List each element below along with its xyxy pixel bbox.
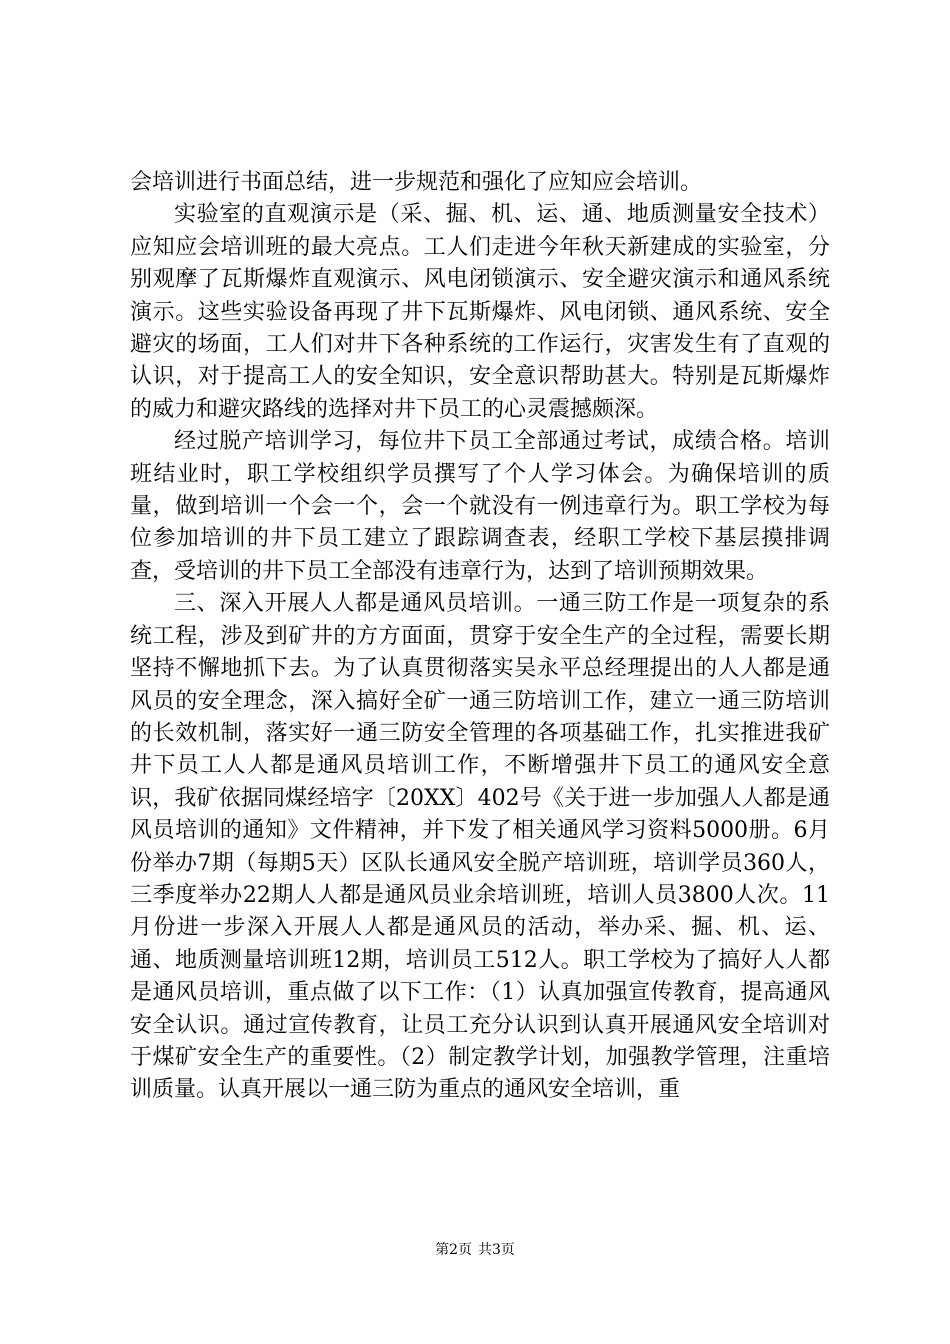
page-footer [0, 1240, 950, 1260]
paragraph-1: 会培训进行书面总结，进一步规范和强化了应知应会培训。 [130, 170, 703, 195]
document-body [130, 167, 830, 1107]
page-total: 共3页 [478, 1242, 515, 1258]
paragraph-3: 经过脱产培训学习，每位井下员工全部通过考试，成绩合格。培训班结业时，职工学校组织学员撰写了个人学习体会。为确保培训的质量，做到培训一个会一个，会一个就没有一例违章行为。职工学校为每位参加培训的井下员工建立了跟踪调查表，经职工学校下基层摸排调查，受培训的井下员工全部没有违章行为，达到了培训预期效果。 [130, 429, 830, 584]
page-number: 第2页 [435, 1242, 472, 1258]
paragraph-2: 实验室的直观演示是（采、掘、机、运、通、地质测量安全技术）应知应会培训班的最大亮点。工人们走进今年秋天新建成的实验室，分别观摩了瓦斯爆炸直观演示、风电闭锁演示、安全避灾演示和通风系统演示。这些实验设备再现了井下瓦斯爆炸、风电闭锁、通风系统、安全避灾的场面，工人们对井下各种系统的工作运行，灾害发生有了直观的认识，对于提高工人的安全知识，安全意识帮助甚大。特别是瓦斯爆炸的威力和避灾路线的选择对井下员工的心灵震撼颇深。 [130, 202, 830, 422]
paragraph-4: 三、深入开展人人都是通风员培训。一通三防工作是一项复杂的系统工程，涉及到矿井的方方面面，贯穿于安全生产的全过程，需要长期坚持不懈地抓下去。为了认真贯彻落实吴永平总经理提出的人人都是通风员的安全理念，深入搞好全矿一通三防培训工作，建立一通三防培训的长效机制，落实好一通三防安全管理的各项基础工作，扎实推进我矿井下员工人人都是通风员培训工作，不断增强井下员工的通风安全意识，我矿依据同煤经培字〔20XX〕402号《关于进一步加强人人都是通风员培训的通知》文件精神，并下发了相关通风学习资料5000册。6月份举办7期（每期5天）区队长通风安全脱产培训班，培训学员360人，三季度举办22期人人都是通风员业余培训班，培训人员3800人次。11月份进一步深入开展人人都是通风员的活动，举办采、掘、机、运、通、地质测量培训班12期，培训员工512人。职工学校为了搞好人人都是通风员培训，重点做了以下工作：（1）认真加强宣传教育，提高通风安全认识。通过宣传教育，让员工充分认识到认真开展通风安全培训对于煤矿安全生产的重要性。（2）制定教学计划，加强教学管理，注重培训质量。认真开展以一通三防为重点的通风安全培训，重 [130, 591, 830, 1103]
